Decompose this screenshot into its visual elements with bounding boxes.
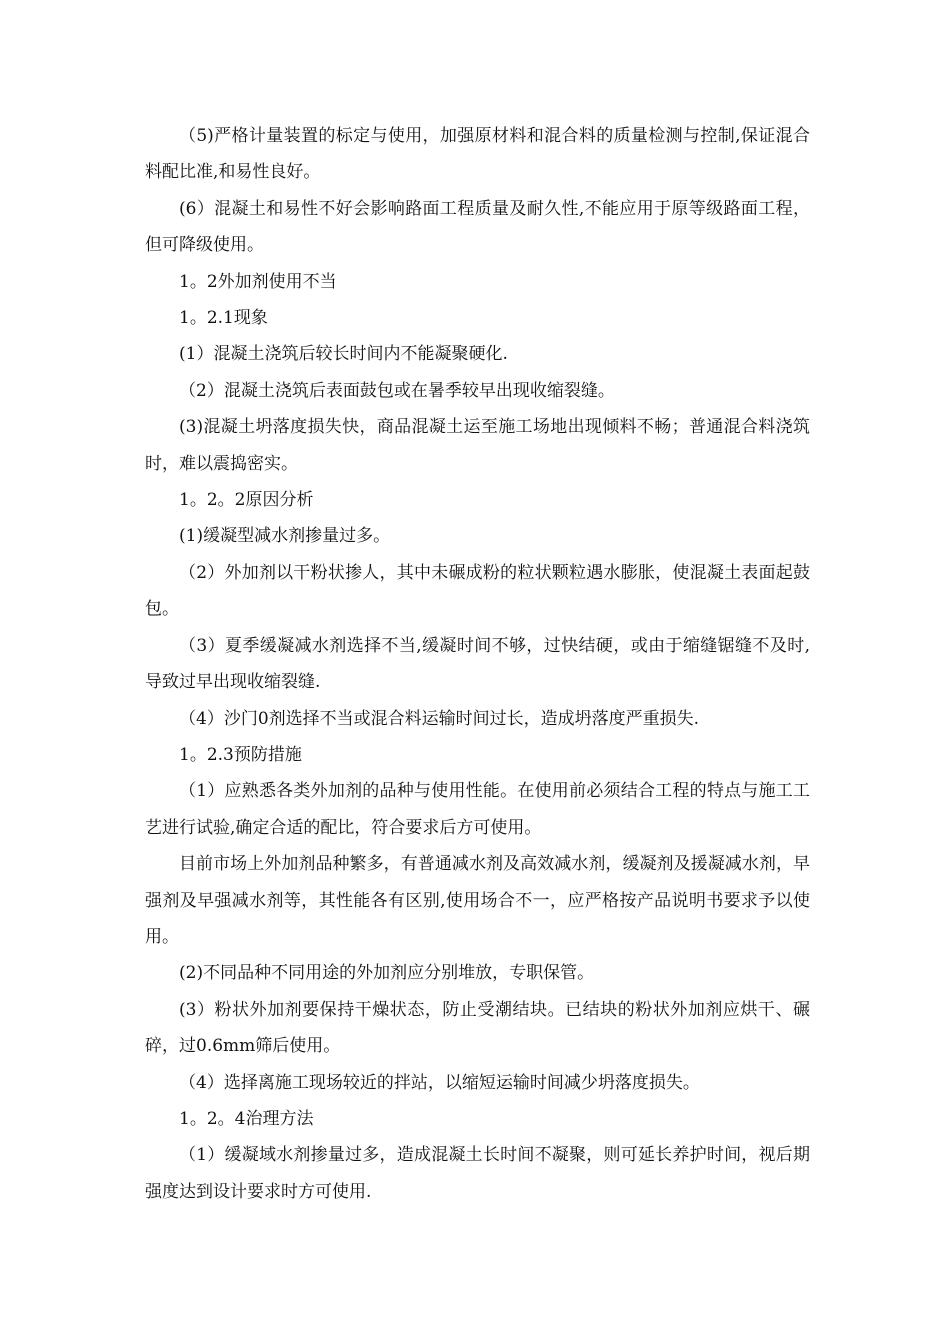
paragraph: （1）缓凝域水剂掺量过多，造成混凝土长时间不凝聚，则可延长养护时间，视后期强度达到设计要求时方可使用. (145, 1145, 810, 1202)
paragraph: （2）混凝土浇筑后表面鼓包或在暑季较早出现收缩裂缝。 (179, 380, 615, 401)
paragraph: (3)混凝土坍落度损失快，商品混凝土运至施工场地出现倾料不畅；普通混合料浇筑时，难以震捣密实。 (145, 417, 810, 474)
section-heading: 1。2外加剂使用不当 (179, 271, 337, 292)
paragraph: （2）外加剂以干粉状掺人，其中未碾成粉的粒状颗粒遇水膨胀，使混凝土表面起鼓包。 (145, 562, 810, 620)
document-body (145, 118, 810, 1210)
paragraph: （5)严格计量装置的标定与使用，加强原材料和混合料的质量检测与控制,保证混合料配比准,和易性良好。 (145, 126, 810, 183)
subsection-heading: 1。2。4治理方法 (179, 1108, 314, 1129)
paragraph: (1）混凝土浇筑后较长时间内不能凝聚硬化. (179, 344, 508, 365)
paragraph: （3）夏季缓凝减水剂选择不当,缓凝时间不够，过快结硬，或由于缩缝锯缝不及时,导致过早出现收缩裂缝. (145, 635, 810, 693)
paragraph: (3）粉状外加剂要保持干燥状态，防止受潮结块。已结块的粉状外加剂应烘干、碾碎，过0.6mm筛后使用。 (145, 999, 810, 1057)
subsection-heading: 1。2。2原因分析 (179, 490, 314, 511)
paragraph: (2)不同品种不同用途的外加剂应分别堆放，专职保管。 (179, 963, 595, 984)
subsection-heading: 1。2.1现象 (179, 308, 268, 329)
paragraph: （4）选择离施工现场较近的拌站，以缩短运输时间减少坍落度损失。 (179, 1072, 700, 1093)
paragraph: (1)缓凝型减水剂掺量过多。 (179, 526, 391, 547)
paragraph: （4）沙门0剂选择不当或混合料运输时间过长，造成坍落度严重损失. (179, 708, 700, 729)
paragraph: 目前市场上外加剂品种繁多，有普通减水剂及高效减水剂，缓凝剂及援凝减水剂，早强剂及早强减水剂等，其性能各有区别,使用场合不一，应严格按产品说明书要求予以使用。 (145, 854, 810, 947)
paragraph: (6）混凝土和易性不好会影响路面工程质量及耐久性,不能应用于原等级路面工程，但可降级使用。 (145, 198, 810, 256)
subsection-heading: 1。2.3预防措施 (179, 744, 302, 765)
paragraph: （1）应熟悉各类外加剂的品种与使用性能。在使用前必须结合工程的特点与施工工艺进行试验,确定合适的配比，符合要求后方可使用。 (145, 781, 810, 838)
